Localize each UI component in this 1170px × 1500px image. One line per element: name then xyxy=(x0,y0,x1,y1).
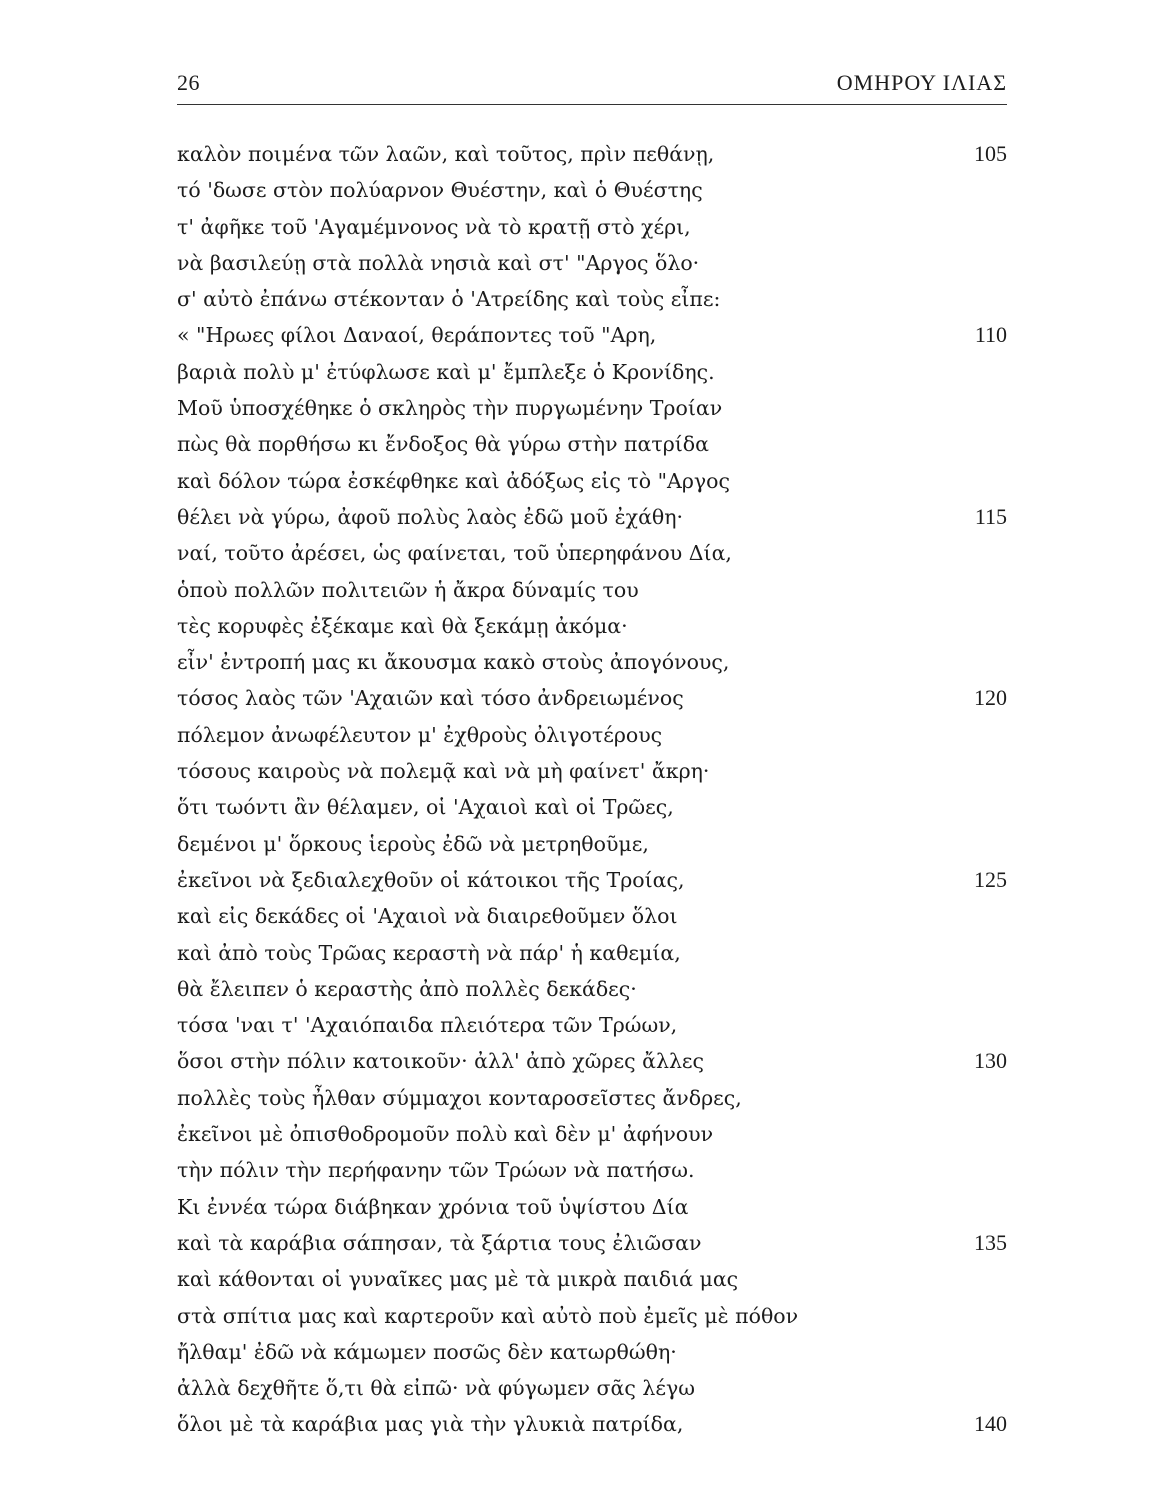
page-header xyxy=(177,70,1007,104)
verse-line xyxy=(177,245,1007,281)
verse-text: ἐκεῖνοι μὲ ὀπισθοδρομοῦν πολὺ καὶ δὲν μ' ἀφήνουν xyxy=(177,1122,714,1147)
verse-line xyxy=(177,971,1007,1007)
verse-text: τόσος λαὸς τῶν 'Αχαιῶν καὶ τόσο ἀνδρειωμένος xyxy=(177,686,684,711)
verse-line xyxy=(177,1152,1007,1188)
verse-text: « "Ηρωες φίλοι Δαναοί, θεράποντες τοῦ "Αρη, xyxy=(177,323,657,348)
verse-text: καὶ δόλον τώρα ἐσκέφθηκε καὶ ἀδόξως εἰς τὸ "Αργος xyxy=(177,468,730,493)
verse-text: τὴν πόλιν τὴν περήφανην τῶν Τρώων νὰ πατήσω. xyxy=(177,1158,695,1183)
verse-line xyxy=(177,463,1007,499)
verse-line xyxy=(177,572,1007,608)
verse-line xyxy=(177,1080,1007,1116)
verse-line xyxy=(177,1189,1007,1225)
verse-line xyxy=(177,898,1007,934)
verse-line xyxy=(177,1116,1007,1152)
verse-text: πολλὲς τοὺς ἦλθαν σύμμαχοι κονταροσεῖστες ἄνδρες, xyxy=(177,1085,742,1110)
verse-text: ὅτι τωόντι ἂν θέλαμεν, οἱ 'Αχαιοὶ καὶ οἱ Τρῶες, xyxy=(177,795,674,820)
verse-line xyxy=(177,317,1007,353)
line-number: 110 xyxy=(974,322,1007,348)
verse-line xyxy=(177,354,1007,390)
line-number: 140 xyxy=(974,1411,1007,1437)
verse-text: τόσα 'ναι τ' 'Αχαιόπαιδα πλειότερα τῶν Τρώων, xyxy=(177,1013,678,1038)
verse-text: βαριὰ πολὺ μ' ἐτύφλωσε καὶ μ' ἔμπλεξε ὁ Κρονίδης. xyxy=(177,359,715,384)
verse-text: Μοῦ ὑποσχέθηκε ὁ σκληρὸς τὴν πυργωμένην Τροίαν xyxy=(177,396,723,421)
verse-text: δεμένοι μ' ὅρκους ἱεροὺς ἐδῶ νὰ μετρηθοῦμε, xyxy=(177,831,649,856)
line-number: 125 xyxy=(974,866,1007,892)
verse-line xyxy=(177,426,1007,462)
verse-line xyxy=(177,1334,1007,1370)
verse-line xyxy=(177,1298,1007,1334)
verse-text: καλὸν ποιμένα τῶν λαῶν, καὶ τοῦτος, πρὶν πεθάνῃ, xyxy=(177,142,715,166)
verse-line xyxy=(177,680,1007,716)
verse-text: νὰ βασιλεύῃ στὰ πολλὰ νησιὰ καὶ στ' "Αργος ὅλο· xyxy=(177,250,700,275)
verse-text: ναί, τοῦτο ἀρέσει, ὡς φαίνεται, τοῦ ὑπερηφάνου Δία, xyxy=(177,541,732,566)
verse-line xyxy=(177,608,1007,644)
verse-text: ὁποὺ πολλῶν πολιτειῶν ἡ ἄκρα δύναμίς του xyxy=(177,577,639,602)
verse-line xyxy=(177,644,1007,680)
verse-text: πὼς θὰ πορθήσω κι ἔνδοξος θὰ γύρω στὴν πατρίδα xyxy=(177,432,709,457)
verse-text: ἤλθαμ' ἐδῶ νὰ κάμωμεν ποσῶς δὲν κατωρθώθη· xyxy=(177,1339,677,1364)
verse-line xyxy=(177,1406,1007,1442)
verse-text: σ' αὐτὸ ἐπάνω στέκονταν ὁ 'Ατρείδης καὶ τοὺς εἶπε: xyxy=(177,287,721,312)
verse-line xyxy=(177,1261,1007,1297)
verse-text: εἶν' ἐντροπή μας κι ἄκουσμα κακὸ στοὺς ἀπογόνους, xyxy=(177,650,730,675)
verse-text: τόσους καιροὺς νὰ πολεμᾷ καὶ νὰ μὴ φαίνετ' ἄκρη· xyxy=(177,759,710,784)
verse-text: καὶ τὰ καράβια σάπησαν, τὰ ξάρτια τους ἐλιῶσαν xyxy=(177,1230,702,1255)
verse-text: θέλει νὰ γύρω, ἀφοῦ πολὺς λαὸς ἐδῶ μοῦ ἐχάθη· xyxy=(177,504,684,529)
verse-line xyxy=(177,717,1007,753)
line-number: 130 xyxy=(974,1048,1007,1074)
verse-text: Κι ἐννέα τώρα διάβηκαν χρόνια τοῦ ὑψίστου Δία xyxy=(177,1194,689,1219)
verse-line xyxy=(177,935,1007,971)
verse-line xyxy=(177,172,1007,208)
verse-list xyxy=(177,136,1007,1443)
verse-line xyxy=(177,1007,1007,1043)
verse-line xyxy=(177,209,1007,245)
verse-text: ὅλοι μὲ τὰ καράβια μας γιὰ τὴν γλυκιὰ πατρίδα, xyxy=(177,1412,684,1437)
verse-text: τ' ἀφῆκε τοῦ 'Αγαμέμνονος νὰ τὸ κρατῇ στὸ χέρι, xyxy=(177,214,691,239)
page-number: 26 xyxy=(177,70,200,95)
verse-line xyxy=(177,390,1007,426)
line-number: 105 xyxy=(974,141,1007,166)
line-number: 115 xyxy=(974,503,1007,529)
verse-text: ἐκεῖνοι νὰ ξεδιαλεχθοῦν οἱ κάτοικοι τῆς Τροίας, xyxy=(177,867,685,892)
verse-line xyxy=(177,535,1007,571)
verse-text: πόλεμον ἀνωφέλευτον μ' ἐχθροὺς ὀλιγοτέρους xyxy=(177,722,663,747)
verse-text: καὶ ἀπὸ τοὺς Τρῶας κεραστὴ νὰ πάρ' ἡ καθεμία, xyxy=(177,940,681,965)
verse-text: τὲς κορυφὲς ἐξέκαμε καὶ θὰ ξεκάμῃ ἀκόμα· xyxy=(177,613,628,638)
verse-line xyxy=(177,862,1007,898)
line-number: 120 xyxy=(974,685,1007,711)
verse-text: καὶ κάθονται οἱ γυναῖκες μας μὲ τὰ μικρὰ παιδιά μας xyxy=(177,1267,739,1292)
verse-text: τό 'δωσε στὸν πολύαρνον Θυέστην, καὶ ὁ Θυέστης xyxy=(177,178,703,203)
verse-text: θὰ ἔλειπεν ὁ κεραστὴς ἀπὸ πολλὲς δεκάδες· xyxy=(177,976,637,1001)
verse-line xyxy=(177,1225,1007,1261)
verse-line xyxy=(177,499,1007,535)
verse-line xyxy=(177,789,1007,825)
line-number: 135 xyxy=(974,1229,1007,1255)
verse-text: καὶ εἰς δεκάδες οἱ 'Αχαιοὶ νὰ διαιρεθοῦμεν ὅλοι xyxy=(177,904,678,929)
verse-line xyxy=(177,826,1007,862)
verse-text: ἀλλὰ δεχθῆτε ὅ,τι θὰ εἰπῶ· νὰ φύγωμεν σᾶς λέγω xyxy=(177,1376,695,1401)
header-rule xyxy=(177,104,1007,105)
verse-text: ὅσοι στὴν πόλιν κατοικοῦν· ἀλλ' ἀπὸ χῶρες ἄλλες xyxy=(177,1049,705,1074)
verse-line xyxy=(177,136,1007,172)
verse-line xyxy=(177,1370,1007,1406)
verse-line xyxy=(177,281,1007,317)
running-title: ΟΜΗΡΟΥ ΙΛΙΑΣ xyxy=(836,70,1007,95)
verse-text: στὰ σπίτια μας καὶ καρτεροῦν καὶ αὐτὸ ποὺ ἐμεῖς μὲ πόθον xyxy=(177,1303,799,1328)
verse-line xyxy=(177,1043,1007,1079)
verse-line xyxy=(177,753,1007,789)
